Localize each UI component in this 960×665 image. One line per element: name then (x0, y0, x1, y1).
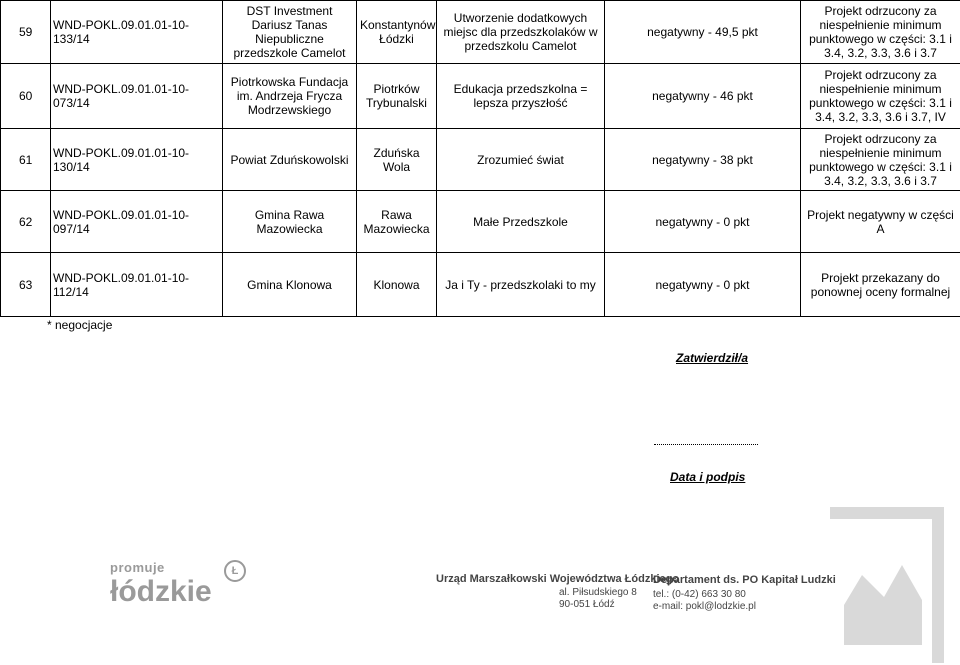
promuje-lodzkie-logo (110, 560, 212, 607)
comment: Projekt odrzucony za niespełnienie minimum punktowego w części: 3.1 i 3.4, 3.2, 3.3, 3.6 i 3.7 (801, 129, 960, 191)
row-number: 60 (1, 64, 51, 129)
score: negatywny - 38 pkt (605, 129, 801, 191)
applicant: DST Investment Dariusz Tanas Niepubliczne przedszkole Camelot (223, 1, 357, 64)
applicant: Piotrkowska Fundacja im. Andrzeja Frycza Modrzewskiego (223, 64, 357, 129)
place: Piotrków Trybunalski (357, 64, 437, 129)
score: negatywny - 0 pkt (605, 253, 801, 317)
department-contact (653, 589, 756, 613)
score: negatywny - 46 pkt (605, 64, 801, 129)
logo-tag: promuje (110, 560, 165, 575)
logo-letter-icon: Ł (224, 560, 246, 582)
logo-word: łódzkie (110, 575, 212, 608)
table-row (1, 64, 960, 129)
application-code: WND-POKL.09.01.01-10-130/14 (51, 129, 223, 191)
place: Klonowa (357, 253, 437, 317)
comment: Projekt odrzucony za niespełnienie minimum punktowego w części: 3.1 i 3.4, 3.2, 3.3, 3.6 i 3.7, IV (801, 64, 960, 129)
comment: Projekt odrzucony za niespełnienie minimum punktowego w części: 3.1 i 3.4, 3.2, 3.3, 3.6 i 3.7 (801, 1, 960, 64)
application-code: WND-POKL.09.01.01-10-133/14 (51, 1, 223, 64)
phone: tel.: (0-42) 663 30 80 (653, 589, 746, 600)
project-title: Zrozumieć świat (437, 129, 605, 191)
project-title: Utworzenie dodatkowych miejsc dla przedszkolaków w przedszkolu Camelot (437, 1, 605, 64)
applicant: Gmina Rawa Mazowiecka (223, 191, 357, 253)
applicant: Powiat Zduńskowolski (223, 129, 357, 191)
negotiation-note: * negocjacje (47, 318, 113, 332)
applicant: Gmina Klonowa (223, 253, 357, 317)
score: negatywny - 49,5 pkt (605, 1, 801, 64)
place: Zduńska Wola (357, 129, 437, 191)
comment: Projekt przekazany do ponownej oceny formalnej (801, 253, 960, 317)
table-row (1, 253, 960, 317)
row-number: 63 (1, 253, 51, 317)
address-line: 90-051 Łódź (559, 599, 615, 610)
region-emblem-logo (822, 505, 947, 665)
signature-label: Data i podpis (670, 470, 746, 484)
address-line: al. Piłsudskiego 8 (559, 587, 637, 598)
place: Rawa Mazowiecka (357, 191, 437, 253)
table-row (1, 191, 960, 253)
email: e-mail: pokl@lodzkie.pl (653, 601, 756, 612)
application-code: WND-POKL.09.01.01-10-073/14 (51, 64, 223, 129)
place: Konstantynów Łódzki (357, 1, 437, 64)
comment: Projekt negatywny w części A (801, 191, 960, 253)
projects-table (0, 0, 960, 317)
department-name: Departament ds. PO Kapitał Ludzki (653, 574, 836, 586)
row-number: 61 (1, 129, 51, 191)
application-code: WND-POKL.09.01.01-10-112/14 (51, 253, 223, 317)
row-number: 62 (1, 191, 51, 253)
application-code: WND-POKL.09.01.01-10-097/14 (51, 191, 223, 253)
signature-line (654, 444, 758, 445)
score: negatywny - 0 pkt (605, 191, 801, 253)
table-row (1, 1, 960, 64)
row-number: 59 (1, 1, 51, 64)
project-title: Małe Przedszkole (437, 191, 605, 253)
project-title: Edukacja przedszkolna = lepsza przyszłość (437, 64, 605, 129)
table-row (1, 129, 960, 191)
approved-label: Zatwierdził/a (676, 351, 749, 365)
project-title: Ja i Ty - przedszkolaki to my (437, 253, 605, 317)
office-name: Urząd Marszałkowski Województwa Łódzkiego (436, 573, 680, 585)
office-address (559, 587, 637, 611)
